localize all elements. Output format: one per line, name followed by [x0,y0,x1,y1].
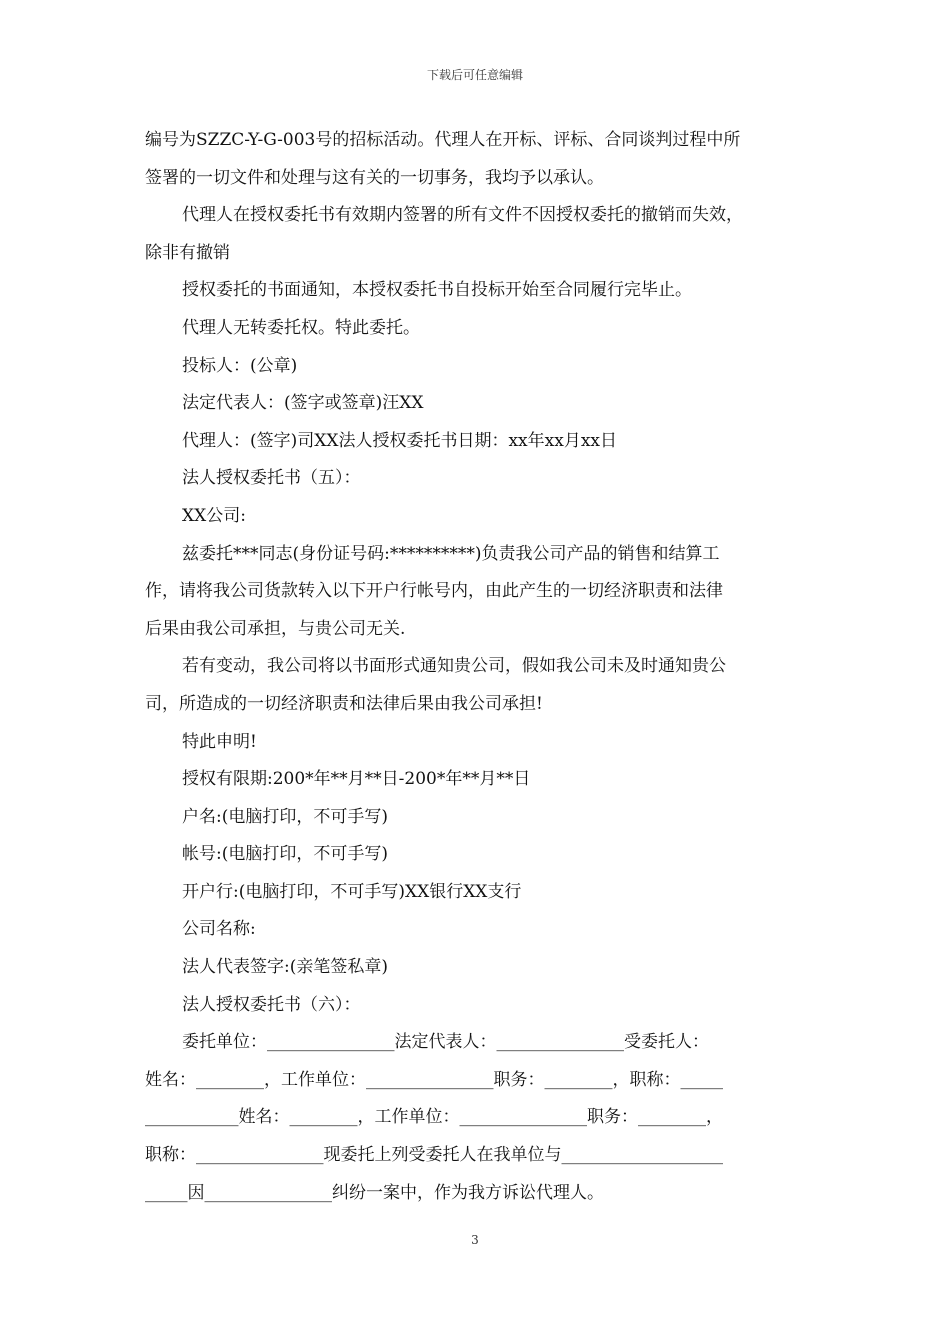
page-number: 3 [471,1233,479,1247]
text-line: 司，所造成的一切经济职责和法律后果由我公司承担! [145,693,543,714]
text-line: 代理人：(签字)司XX法人授权委托书日期：xx年xx月xx日 [182,430,617,451]
text-line: 编号为SZZC-Y-G-003号的招标活动。代理人在开标、评标、合同谈判过程中所 [145,130,741,150]
text-line: 特此申明! [182,731,257,752]
text-line: 公司名称: [182,919,256,940]
text-line: 委托单位：_______________法定代表人：_______________受委托人： [182,1032,709,1053]
text-line: 作，请将我公司货款转入以下开户行帐号内，由此产生的一切经济职责和法律 [145,581,723,602]
text-line: 除非有撤销 [145,242,230,263]
text-line: 法定代表人：(签字或签章)汪XX [182,393,424,414]
text-line: 代理人在授权委托书有效期内签署的所有文件不因授权委托的撤销而失效， [182,205,743,226]
text-line: 帐号:(电脑打印，不可手写) [182,844,388,865]
text-line: 投标人：(公章) [182,355,298,376]
text-line: 授权有限期:200*年**月**日-200*年**月**日 [182,769,531,790]
document-body [145,122,810,1212]
text-line: ___________姓名：________，工作单位：_______________职务：________， [145,1107,723,1128]
text-line: 代理人无转委托权。特此委托。 [182,317,420,338]
text-line: 若有变动，我公司将以书面形式通知贵公司，假如我公司未及时通知贵公 [182,656,726,677]
text-line: 兹委托***同志(身份证号码:**********)负责我公司产品的销售和结算工 [182,543,720,564]
text-line: 开户行:(电脑打印，不可手写)XX银行XX支行 [182,881,522,902]
text-line: 后果由我公司承担，与贵公司无关. [145,618,406,639]
text-line: 授权委托的书面通知，本授权委托书自投标开始至合同履行完毕止。 [182,280,692,301]
text-line: 签署的一切文件和处理与这有关的一切事务，我均予以承认。 [145,167,604,188]
text-line: 户名:(电脑打印，不可手写) [182,806,388,827]
text-line: XX公司: [182,505,246,526]
page-header: 下载后可任意编辑 [426,68,523,82]
section-title: 法人授权委托书（五）： [182,468,361,489]
section-title: 法人授权委托书（六）： [182,994,361,1015]
text-line: 姓名：________，工作单位：_______________职务：________，职称：_____ [145,1069,723,1090]
text-line: 法人代表签字:(亲笔签私章) [182,957,388,978]
text-line: 职称：_______________现委托上列受委托人在我单位与___________________ [145,1145,723,1166]
text-line: _____因_______________纠纷一案中，作为我方诉讼代理人。 [145,1182,604,1203]
